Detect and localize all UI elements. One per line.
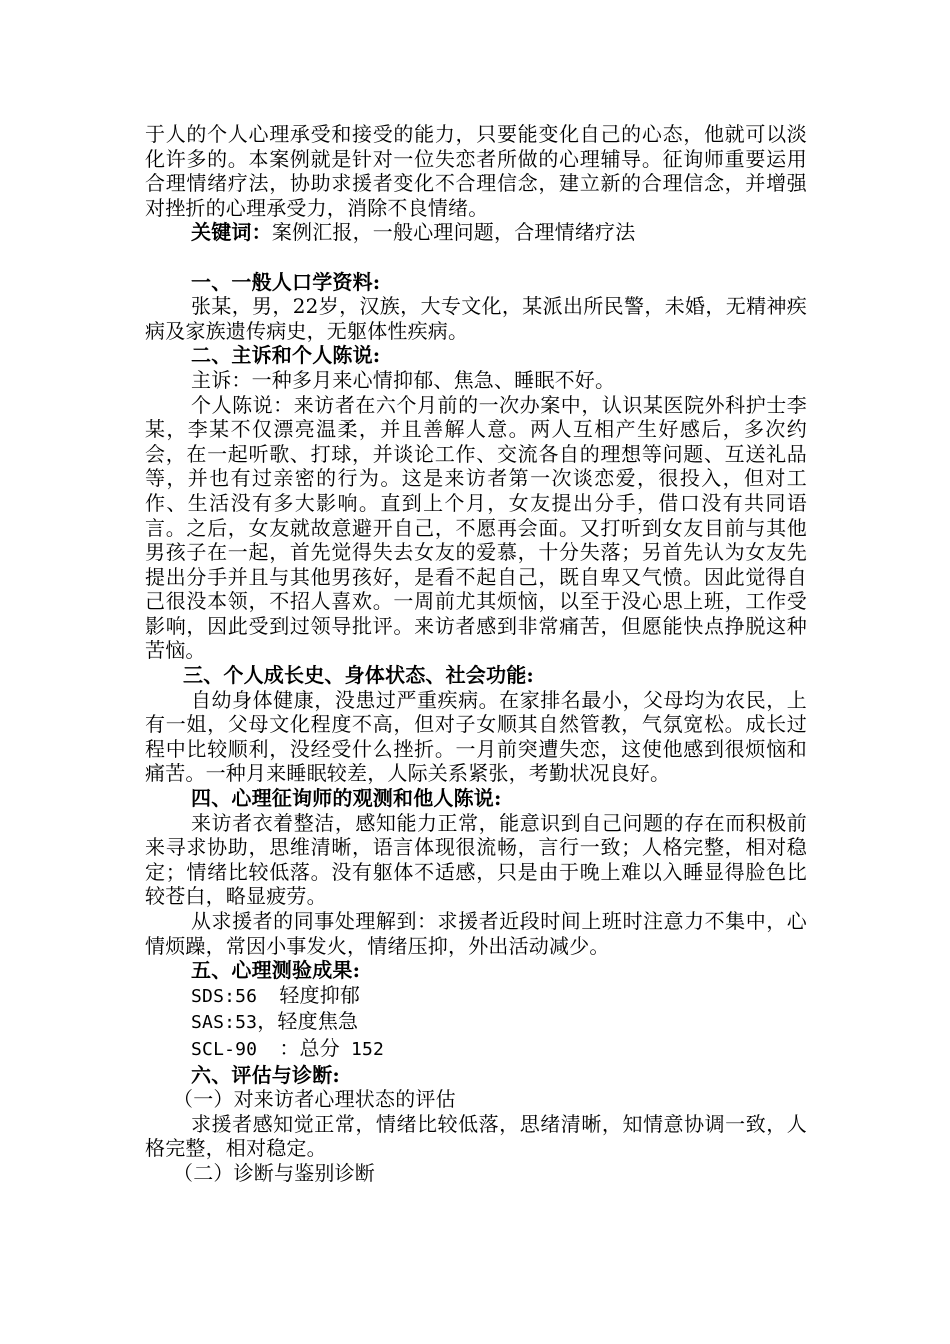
section-4-title: 四、心理征询师的观测和他人陈说: <box>191 786 502 811</box>
scl-separator: ：总分 <box>279 1035 340 1060</box>
scl-label: SCL-90 <box>191 1038 258 1060</box>
document-body <box>145 122 807 1186</box>
scl-value: 152 <box>350 1038 385 1060</box>
sds-score-line <box>145 983 807 1010</box>
subsection-1-body: 求援者感知觉正常，情绪比较低落，思绪清晰，知情意协调一致，人格完整，相对稳定。 <box>145 1111 807 1161</box>
scl-score-line <box>145 1036 807 1063</box>
chief-complaint: 主诉：一种多月来心情抑郁、焦急、睡眠不好。 <box>191 367 616 392</box>
subsection-1-title: （一）对来访者心理状态的评估 <box>173 1087 456 1112</box>
sas-label: SAS:53 <box>191 1012 258 1034</box>
keywords-value: 案例汇报，一般心理问题，合理情绪疗法 <box>271 220 636 245</box>
sds-note: 轻度抑郁 <box>279 982 361 1007</box>
subsection-2-title: （二）诊断与鉴别诊断 <box>173 1160 375 1185</box>
blank-line <box>145 245 807 270</box>
section-6-title: 六、评估与诊断: <box>191 1062 340 1087</box>
keywords-label: 关键词： <box>191 220 272 245</box>
section-1-body: 张某，男，22岁，汉族，大专文化，某派出所民警，未婚，无精神疾病及家族遗传病史，无躯体性疾病。 <box>145 294 807 343</box>
keywords-line <box>145 220 807 245</box>
section-2-title: 二、主诉和个人陈说: <box>191 343 381 368</box>
sas-note: ，轻度焦急 <box>257 1009 359 1034</box>
sas-score-line <box>145 1009 807 1036</box>
section-3-body: 自幼身体健康，没患过严重疾病。在家排名最小，父母均为农民，上有一姐，父母文化程度不高，但对子女顺其自然管教，气氛宽松。成长过程中比较顺利，没经受什么挫折。一月前突遭失恋，这使他感到很烦恼和痛苦。一种月来睡眠较差，人际关系紧张，考勤状况良好。 <box>145 687 807 786</box>
personal-statement: 个人陈说：来访者在六个月前的一次办案中，认识某医院外科护士李某，李某不仅漂亮温柔，并且善解人意。两人互相产生好感后，多次约会，在一起听歌、打球，并谈论工作、交流各自的理想等问题、互送礼品等，并也有过亲密的行为。这是来访者第一次谈恋爱，很投入，但对工作、生活没有多大影响。直到上个月，女友提出分手，借口没有共同语言。之后，女友就故意避开自己，不愿再会面。又打听到女友目前与其他男孩子在一起，首先觉得失去女友的爱慕，十分失落；另首先认为女友先提出分手并且与其他男孩好，是看不起自己，既自卑又气愤。因此觉得自己很没本领，不招人喜欢。一周前尤其烦恼，以至于没心思上班，工作受影响，因此受到过领导批评。来访者感到非常痛苦，但愿能快点挣脱这种苦恼。 <box>145 392 807 663</box>
sds-label: SDS:56 <box>191 985 258 1007</box>
abstract-tail: 于人的个人心理承受和接受的能力，只要能变化自己的心态，他就可以淡化许多的。本案例就是针对一位失恋者所做的心理辅导。征询师重要运用合理情绪疗法，协助求援者变化不合理信念，建立新的合理信念，并增强对挫折的心理承受力，消除不良情绪。 <box>145 122 807 220</box>
section-5-title: 五、心理测验成果: <box>191 958 361 983</box>
counselor-observation: 来访者衣着整洁，感知能力正常，能意识到自己问题的存在而积极前来寻求协助，思维清晰，语言体现很流畅，言行一致；人格完整，相对稳定；情绪比较低落。没有躯体不适感，只是由于晚上难以入睡显得脸色比较苍白，略显疲劳。 <box>145 810 807 909</box>
section-1-title: 一、一般人口学资料: <box>191 269 381 294</box>
colleague-report: 从求援者的同事处理解到：求援者近段时间上班时注意力不集中，心情烦躁，常因小事发火，情绪压抑，外出活动减少。 <box>145 909 807 958</box>
section-3-title: 三、个人成长史、身体状态、社会功能: <box>183 663 534 688</box>
